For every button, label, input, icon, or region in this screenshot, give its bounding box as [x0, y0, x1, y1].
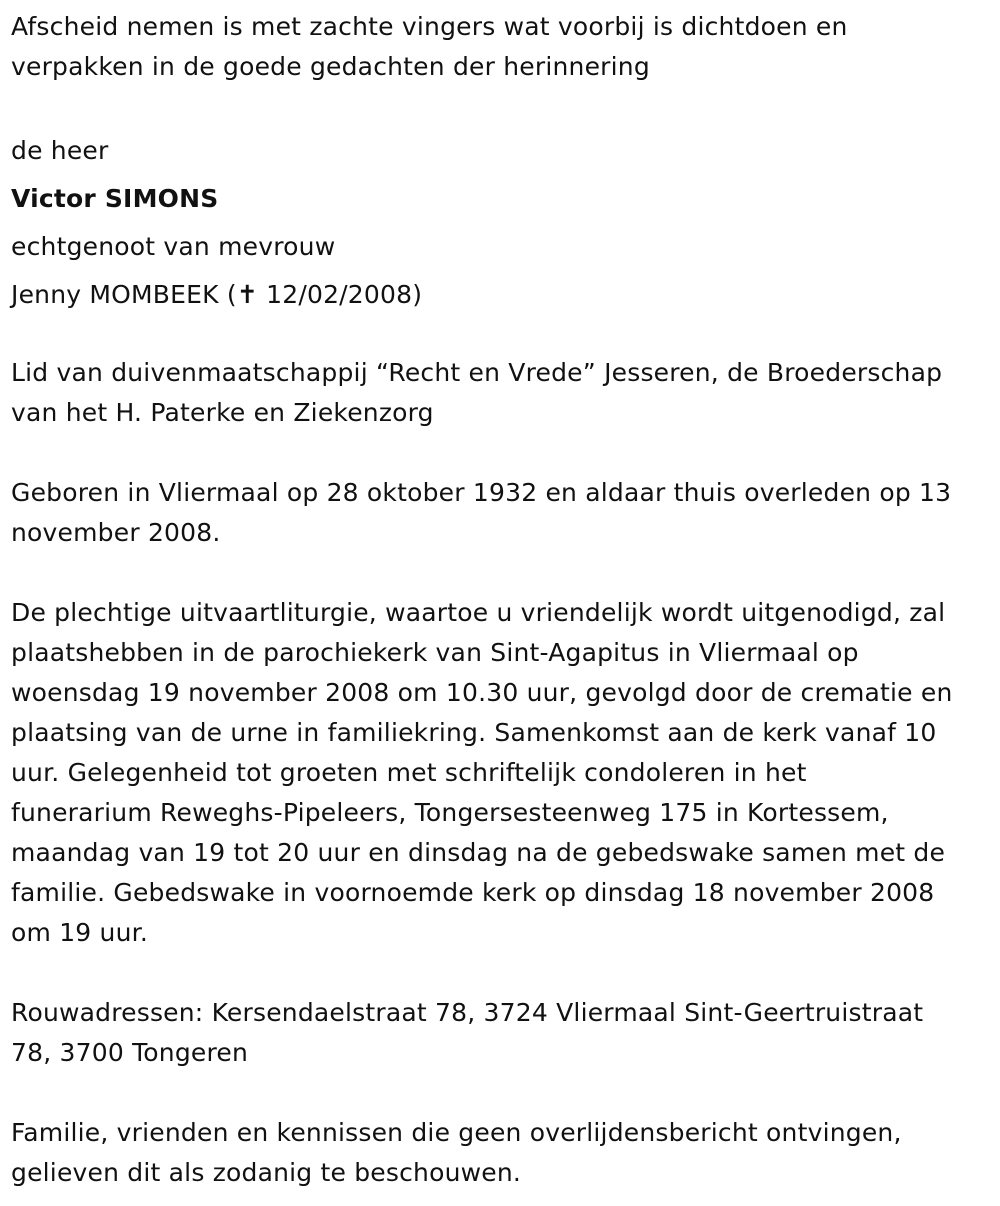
closing-line: gelieven dit als zodanig te beschouwen.: [11, 1158, 522, 1187]
funeral-line: plaatsing van de urne in familiekring. Samenkomst aan de kerk vanaf 10: [11, 718, 937, 747]
spacer: [11, 953, 1000, 993]
membership-line: Lid van duivenmaatschappij “Recht en Vrede” Jesseren, de Broederschap: [11, 358, 943, 387]
funeral-line: familie. Gebedswake in voornoemde kerk op dinsdag 18 november 2008: [11, 878, 935, 907]
birth-death-line: november 2008.: [11, 518, 221, 547]
funeral-line: om 19 uur.: [11, 918, 148, 947]
closing-line: Familie, vrienden en kennissen die geen overlijdensbericht ontvingen,: [11, 1118, 902, 1147]
funeral-line: maandag van 19 tot 20 uur en dinsdag na de gebedswake samen met de: [11, 838, 946, 867]
intro-paragraph: [11, 7, 1000, 87]
spacer: [11, 1073, 1000, 1113]
addresses-paragraph: [11, 993, 1000, 1073]
addresses-line: Rouwadressen: Kersendaelstraat 78, 3724 Vliermaal Sint-Geertruistraat: [11, 998, 924, 1027]
funeral-line: uur. Gelegenheid tot groeten met schriftelijk condoleren in het: [11, 758, 807, 787]
funeral-line: woensdag 19 november 2008 om 10.30 uur, gevolgd door de crematie en: [11, 678, 953, 707]
salutation: de heer: [11, 136, 109, 165]
spacer: [11, 433, 1000, 473]
spacer: [11, 87, 1000, 127]
intro-line: verpakken in de goede gedachten der herinnering: [11, 52, 650, 81]
funeral-line: funerarium Reweghs-Pipeleers, Tongersesteenweg 175 in Kortessem,: [11, 798, 889, 827]
membership-line: van het H. Paterke en Ziekenzorg: [11, 398, 434, 427]
deceased-name: Victor SIMONS: [11, 184, 219, 213]
funeral-line: plaatshebben in de parochiekerk van Sint-Agapitus in Vliermaal op: [11, 638, 859, 667]
membership-paragraph: [11, 353, 1000, 433]
spouse-name: Jenny MOMBEEK (✝ 12/02/2008): [11, 280, 423, 309]
intro-line: Afscheid nemen is met zachte vingers wat voorbij is dichtdoen en: [11, 12, 848, 41]
spacer: [11, 319, 1000, 353]
birth-death-line: Geboren in Vliermaal op 28 oktober 1932 en aldaar thuis overleden op 13: [11, 478, 952, 507]
spouse-label: echtgenoot van mevrouw: [11, 232, 336, 261]
addresses-line: 78, 3700 Tongeren: [11, 1038, 249, 1067]
funeral-line: De plechtige uitvaartliturgie, waartoe u vriendelijk wordt uitgenodigd, zal: [11, 598, 946, 627]
closing-paragraph: [11, 1113, 1000, 1193]
funeral-paragraph: [11, 593, 1000, 953]
spacer: [11, 553, 1000, 593]
birth-death-paragraph: [11, 473, 1000, 553]
